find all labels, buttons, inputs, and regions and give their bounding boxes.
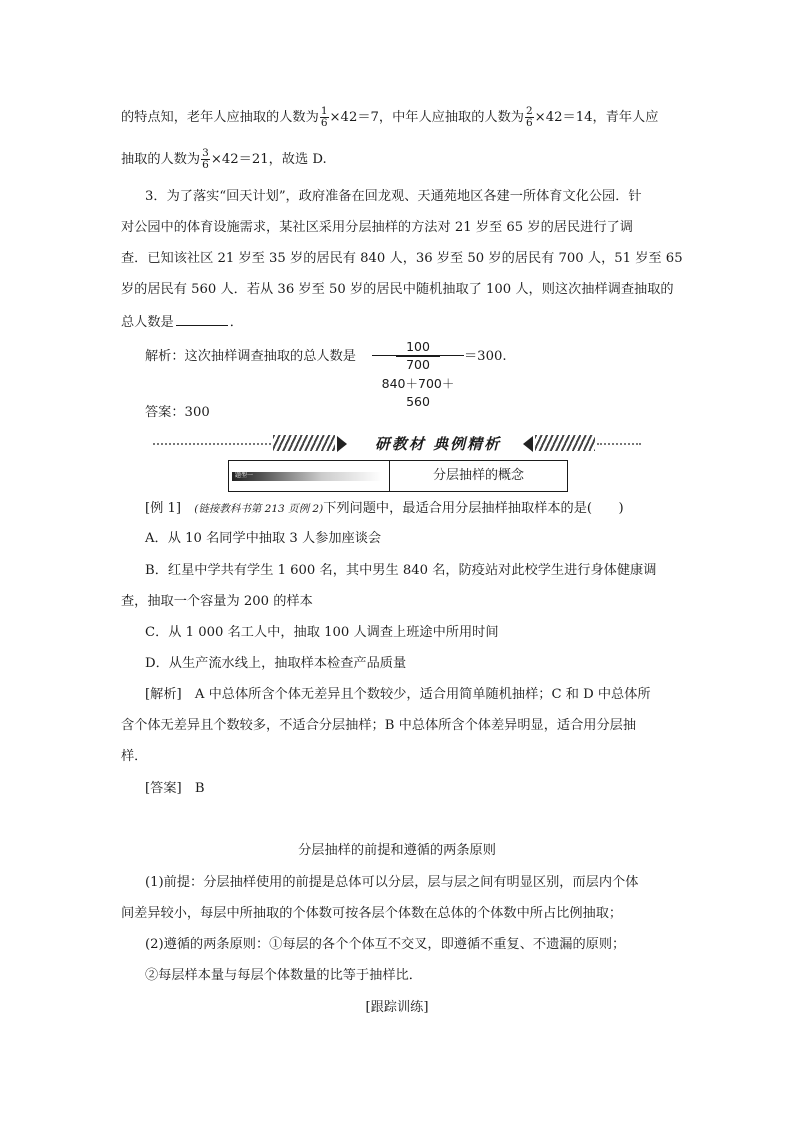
option-a: A．从 10 名同学中抽取 3 人参加座谈会 (145, 531, 382, 546)
fraction-denominator: 840＋700＋560 (381, 376, 455, 409)
topic-tag (228, 460, 568, 492)
principle-1-line-1: (1)前提：分层抽样使用的前提是总体可以分层，层与层之间有明显区别，而层内个体 (145, 875, 639, 890)
solution-result: ＝300. (464, 349, 507, 364)
denominator: 6 (202, 159, 209, 171)
answer-300: 答案：300 (145, 405, 210, 420)
option-d: D．从生产流水线上，抽取样本检查产品质量 (145, 656, 407, 671)
arrow-right-icon (523, 436, 533, 452)
text: ×42＝21，故选 D. (210, 152, 327, 167)
principle-2-line-2: ②每层样本量与每层个体数量的比等于抽样比． (145, 968, 422, 983)
principles-title: 分层抽样的前提和遵循的两条原则 (298, 843, 496, 858)
continuation-line-1 (121, 106, 658, 129)
example-question: 下列问题中，最适合用分层抽样抽取样本的是( ) (323, 501, 624, 516)
text: ． (229, 315, 243, 330)
topic-tag-label: 题型一 (235, 472, 254, 479)
stripes-left (273, 435, 335, 451)
text: ×42＝7，中年人应抽取的人数为 (329, 110, 524, 125)
topic-tag-title: 分层抽样的概念 (432, 468, 524, 483)
example1-stem (145, 499, 624, 519)
question3-line-5 (121, 311, 243, 333)
arrow-left-icon (337, 436, 347, 452)
textbook-reference: (链接教科书第 213 页例 2) (194, 503, 324, 515)
text: ×42＝14，青年人应 (534, 110, 659, 125)
stripes-right (535, 435, 595, 451)
question3-line-1: 3．为了落实“回天计划”，政府准备在回龙观、天通苑地区各建一所体育文化公园．针 (145, 189, 642, 204)
fraction-1-6 (320, 106, 329, 129)
continuation-line-2 (121, 148, 327, 171)
numerator: 2 (525, 105, 533, 117)
question3-line-4: 岁的居民有 560 人．若从 36 岁至 50 岁的居民中随机抽取了 100 人，则这次抽样调查抽取的 (121, 282, 674, 297)
topic-tag-gradient-bar (232, 472, 382, 481)
fraction-bar-main (372, 355, 464, 356)
tracking-title: [跟踪训练] (365, 1000, 429, 1015)
example1-answer: [答案] B (145, 781, 205, 796)
text: 抽取的人数为 (121, 152, 201, 167)
text: 的特点知，老年人应抽取的人数为 (121, 110, 319, 125)
dotted-line-right (597, 443, 641, 445)
numerator: 1 (320, 105, 328, 117)
analysis-line-3: 样． (121, 749, 148, 764)
text: 解析：这次抽样调查抽取的总人数是 (145, 349, 356, 364)
principle-2-line-1: (2)遵循的两条原则：①每层的各个个体互不交叉，即遵循不重复、不遗漏的原则； (145, 937, 626, 952)
solution-line (145, 347, 356, 367)
option-b-line-2: 查，抽取一个容量为 200 的样本 (121, 594, 313, 609)
topic-tag-label-cell (229, 461, 390, 491)
analysis-line-1: [解析] A 中总体所含个体无差异且个数较少，适合用简单随机抽样；C 和 D 中总体所 (145, 687, 651, 702)
fraction-3-6 (201, 148, 210, 171)
numerator: 3 (202, 147, 209, 159)
fraction-numerator: 100 (406, 339, 430, 354)
question3-line-3: 查．已知该社区 21 岁至 35 岁的居民有 840 人，36 岁至 50 岁的居民有 700 人，51 岁至 65 (121, 251, 683, 266)
question3-line-2: 对公园中的体育设施需求，某社区采用分层抽样的方法对 21 岁至 65 岁的居民进行了调 (121, 220, 633, 235)
nested-fraction (372, 338, 464, 409)
denominator: 6 (525, 117, 533, 129)
dotted-line-left (153, 443, 271, 445)
banner-title: 研教材 典例精析 (374, 435, 502, 453)
option-b-line-1: B．红星中学共有学生 1 600 名，其中男生 840 名，防疫站对此校学生进行身体健康调 (145, 563, 657, 578)
text: 总人数是 (121, 315, 174, 330)
example-number: [例 1] (145, 501, 182, 516)
answer-blank (176, 311, 228, 326)
analysis-line-2: 含个体无差异且个数较多，不适合分层抽样；B 中总体所含个体差异明显，适合用分层抽 (121, 718, 637, 733)
section-banner (153, 433, 641, 455)
denominator: 6 (320, 117, 328, 129)
fraction-inner-denominator: 700 (406, 357, 430, 372)
principle-1-line-2: 间差异较小，每层中所抽取的个体数可按各层个体数在总体的个体数中所占比例抽取； (121, 906, 623, 921)
option-c: C．从 1 000 名工人中，抽取 100 人调查上班途中所用时间 (145, 625, 499, 640)
fraction-2-6 (525, 106, 534, 129)
